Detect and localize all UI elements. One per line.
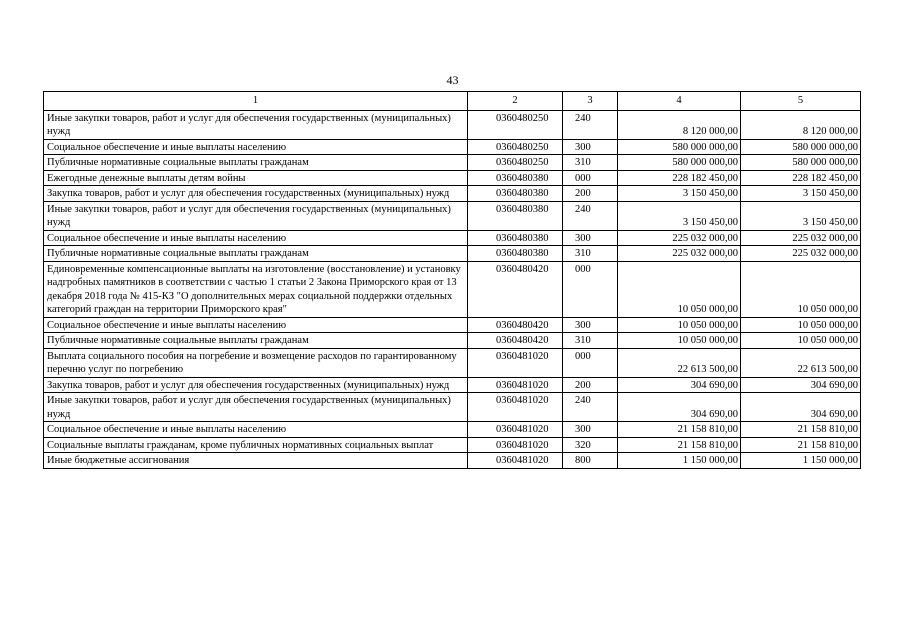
row-name-cell: Публичные нормативные социальные выплаты гражданам (44, 246, 468, 262)
row-value-col5-cell: 22 613 500,00 (741, 348, 861, 377)
row-name-cell: Социальные выплаты гражданам, кроме публичных нормативных социальных выплат (44, 437, 468, 453)
row-code-cell: 0360481020 (468, 437, 563, 453)
table-row (44, 453, 861, 469)
row-name-cell: Публичные нормативные социальные выплаты гражданам (44, 333, 468, 349)
row-code-cell: 0360480250 (468, 110, 563, 139)
row-value-col4-cell: 10 050 000,00 (618, 261, 741, 317)
row-name-cell: Иные бюджетные ассигнования (44, 453, 468, 469)
header-row (44, 92, 861, 111)
table-row (44, 230, 861, 246)
row-value-col4-cell: 3 150 450,00 (618, 201, 741, 230)
row-code-cell: 0360480250 (468, 155, 563, 171)
row-value-col5-cell: 580 000 000,00 (741, 155, 861, 171)
row-value-col5-cell: 3 150 450,00 (741, 186, 861, 202)
row-type-cell: 240 (563, 110, 618, 139)
row-type-cell: 000 (563, 261, 618, 317)
row-value-col5-cell: 228 182 450,00 (741, 170, 861, 186)
row-name-cell: Единовременные компенсационные выплаты на изготовление (восстановление) и установку надгробных памятников в соответствии с частью 1 статьи 2 Закона Приморского края от 13 декабря 2018 года № 415-КЗ "О дополнительных мерах социальной поддержки отдельных категорий граждан на территории Приморского края" (44, 261, 468, 317)
page-number: 43 (446, 73, 459, 87)
row-value-col4-cell: 304 690,00 (618, 393, 741, 422)
budget-table (43, 91, 861, 469)
table-row (44, 155, 861, 171)
row-type-cell: 300 (563, 230, 618, 246)
table-row (44, 170, 861, 186)
row-value-col4-cell: 10 050 000,00 (618, 333, 741, 349)
row-type-cell: 310 (563, 246, 618, 262)
row-name-cell: Иные закупки товаров, работ и услуг для обеспечения государственных (муниципальных) нужд (44, 393, 468, 422)
column-header: 3 (563, 92, 618, 111)
row-name-cell: Закупка товаров, работ и услуг для обеспечения государственных (муниципальных) нужд (44, 186, 468, 202)
row-value-col4-cell: 580 000 000,00 (618, 139, 741, 155)
row-value-col4-cell: 228 182 450,00 (618, 170, 741, 186)
row-code-cell: 0360480420 (468, 261, 563, 317)
row-name-cell: Социальное обеспечение и иные выплаты населению (44, 317, 468, 333)
table-row (44, 317, 861, 333)
row-type-cell: 000 (563, 170, 618, 186)
row-name-cell: Выплата социального пособия на погребение и возмещение расходов по гарантированному перечню услуг по погребению (44, 348, 468, 377)
row-value-col4-cell: 225 032 000,00 (618, 230, 741, 246)
row-value-col4-cell: 304 690,00 (618, 377, 741, 393)
row-type-cell: 240 (563, 201, 618, 230)
row-value-col5-cell: 225 032 000,00 (741, 230, 861, 246)
row-code-cell: 0360481020 (468, 453, 563, 469)
row-type-cell: 300 (563, 317, 618, 333)
table-row (44, 110, 861, 139)
table-row (44, 437, 861, 453)
row-value-col5-cell: 21 158 810,00 (741, 422, 861, 438)
row-code-cell: 0360480380 (468, 246, 563, 262)
row-value-col5-cell: 304 690,00 (741, 393, 861, 422)
row-type-cell: 000 (563, 348, 618, 377)
row-value-col5-cell: 3 150 450,00 (741, 201, 861, 230)
table-row (44, 393, 861, 422)
row-name-cell: Публичные нормативные социальные выплаты гражданам (44, 155, 468, 171)
row-code-cell: 0360481020 (468, 393, 563, 422)
row-code-cell: 0360481020 (468, 348, 563, 377)
table-row (44, 139, 861, 155)
table-row (44, 422, 861, 438)
row-name-cell: Закупка товаров, работ и услуг для обеспечения государственных (муниципальных) нужд (44, 377, 468, 393)
column-header: 1 (44, 92, 468, 111)
row-type-cell: 240 (563, 393, 618, 422)
row-value-col5-cell: 225 032 000,00 (741, 246, 861, 262)
row-name-cell: Иные закупки товаров, работ и услуг для обеспечения государственных (муниципальных) нужд (44, 201, 468, 230)
row-value-col5-cell: 304 690,00 (741, 377, 861, 393)
table-row (44, 377, 861, 393)
row-name-cell: Ежегодные денежные выплаты детям войны (44, 170, 468, 186)
row-code-cell: 0360480420 (468, 317, 563, 333)
row-value-col4-cell: 21 158 810,00 (618, 422, 741, 438)
row-name-cell: Социальное обеспечение и иные выплаты населению (44, 422, 468, 438)
column-header: 2 (468, 92, 563, 111)
row-code-cell: 0360480420 (468, 333, 563, 349)
row-code-cell: 0360480380 (468, 186, 563, 202)
row-value-col5-cell: 10 050 000,00 (741, 261, 861, 317)
row-type-cell: 300 (563, 422, 618, 438)
table-body (44, 110, 861, 468)
row-type-cell: 800 (563, 453, 618, 469)
row-value-col5-cell: 8 120 000,00 (741, 110, 861, 139)
row-value-col4-cell: 580 000 000,00 (618, 155, 741, 171)
row-value-col4-cell: 22 613 500,00 (618, 348, 741, 377)
row-type-cell: 310 (563, 333, 618, 349)
row-code-cell: 0360480380 (468, 170, 563, 186)
table-row (44, 186, 861, 202)
row-code-cell: 0360480380 (468, 201, 563, 230)
table-row (44, 201, 861, 230)
table-row (44, 246, 861, 262)
row-type-cell: 310 (563, 155, 618, 171)
row-value-col5-cell: 10 050 000,00 (741, 317, 861, 333)
row-value-col5-cell: 580 000 000,00 (741, 139, 861, 155)
row-name-cell: Социальное обеспечение и иные выплаты населению (44, 230, 468, 246)
row-name-cell: Иные закупки товаров, работ и услуг для обеспечения государственных (муниципальных) нужд (44, 110, 468, 139)
row-name-cell: Социальное обеспечение и иные выплаты населению (44, 139, 468, 155)
row-value-col4-cell: 21 158 810,00 (618, 437, 741, 453)
table-row (44, 261, 861, 317)
row-value-col5-cell: 10 050 000,00 (741, 333, 861, 349)
row-value-col5-cell: 1 150 000,00 (741, 453, 861, 469)
row-type-cell: 320 (563, 437, 618, 453)
row-value-col4-cell: 1 150 000,00 (618, 453, 741, 469)
column-header: 5 (741, 92, 861, 111)
row-code-cell: 0360480250 (468, 139, 563, 155)
row-value-col4-cell: 10 050 000,00 (618, 317, 741, 333)
table-row (44, 348, 861, 377)
column-header: 4 (618, 92, 741, 111)
row-code-cell: 0360481020 (468, 422, 563, 438)
row-value-col4-cell: 8 120 000,00 (618, 110, 741, 139)
row-value-col4-cell: 3 150 450,00 (618, 186, 741, 202)
row-code-cell: 0360481020 (468, 377, 563, 393)
row-code-cell: 0360480380 (468, 230, 563, 246)
row-type-cell: 300 (563, 139, 618, 155)
table-row (44, 333, 861, 349)
row-value-col5-cell: 21 158 810,00 (741, 437, 861, 453)
row-type-cell: 200 (563, 186, 618, 202)
row-value-col4-cell: 225 032 000,00 (618, 246, 741, 262)
row-type-cell: 200 (563, 377, 618, 393)
